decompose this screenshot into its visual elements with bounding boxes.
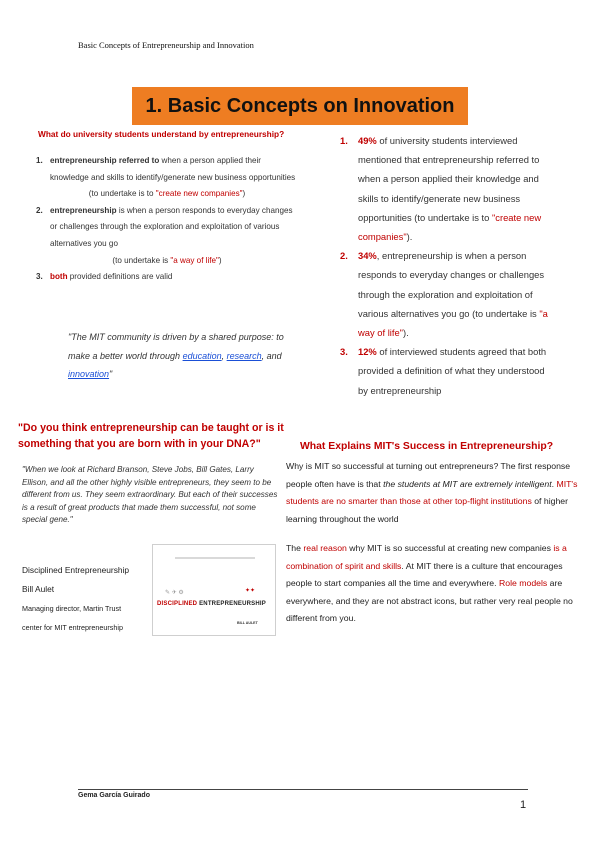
book-credit — [22, 561, 129, 637]
para-highlight: is a combination of spirit and skills — [286, 543, 567, 571]
para-italic: the students at MIT are extremely intelligent — [383, 478, 552, 489]
research-link[interactable]: research — [226, 350, 262, 361]
item-number: 2. — [36, 205, 43, 215]
cover-subtitle-bar — [175, 557, 255, 559]
item-text: provided definitions are valid — [67, 272, 173, 282]
item-text: of interviewed students agreed that both provided a definition of what they understood by entrepreneurship — [358, 346, 547, 396]
list-item — [340, 342, 552, 400]
footer-divider — [78, 789, 528, 790]
item-number: 3. — [340, 346, 348, 358]
book-author: Bill Aulet — [22, 584, 55, 594]
item-percent: 49% — [358, 135, 377, 146]
subnote-text: (to undertake is — [112, 255, 171, 265]
footer-author: Gema García Guirado — [78, 792, 150, 799]
innovation-link[interactable]: innovation — [68, 369, 110, 379]
list-item — [340, 131, 552, 246]
item-number: 2. — [340, 250, 348, 262]
item-number: 1. — [36, 156, 43, 165]
list-subnote — [36, 253, 298, 270]
item-text: is when a person responds to everyday changes or challenges through the exploration and exploitation of various alternatives you go — [50, 205, 293, 248]
item-end: ). — [403, 327, 409, 339]
page-title-box — [132, 87, 468, 125]
para-text: . At MIT there is a culture that encourages people to start companies all the time and everywhere. — [286, 560, 563, 589]
book-name: Disciplined Entrepreneurship — [22, 565, 130, 575]
item-end: ). — [406, 231, 413, 243]
cover-author: BILL AULET — [237, 621, 258, 625]
mit-paragraph-1 — [286, 458, 578, 528]
subnote-highlight: "a way of life" — [170, 255, 219, 265]
education-link[interactable]: education — [182, 350, 222, 361]
list-subnote — [36, 186, 298, 203]
page-title: 1. Basic Concepts on Innovation — [145, 94, 455, 117]
page-number: 1 — [520, 799, 527, 811]
para-highlight: real reason — [303, 543, 347, 553]
item-percent: 34% — [358, 250, 377, 262]
item-number: 1. — [340, 135, 348, 146]
para-highlight: MIT's students are no smarter than those at other top-flight institutions — [286, 478, 578, 507]
survey-results-list — [340, 131, 552, 400]
quote-text: , and — [261, 350, 282, 361]
para-text: are everywhere, and they are not abstract icons, but rather very real people no different from you. — [286, 578, 573, 624]
running-header: Basic Concepts of Entrepreneurship and Innovation — [78, 40, 254, 50]
para-text: why MIT is so successful at creating new companies — [346, 543, 554, 553]
item-text: when a person applied their knowledge and skills to identify/generate new business opportunities — [50, 156, 296, 182]
subnote-text: (to undertake is to — [88, 189, 156, 199]
item-number: 3. — [36, 272, 43, 282]
book-cover-image — [152, 544, 276, 636]
author-role: center for MIT entrepreneurship — [22, 623, 123, 632]
list-item — [340, 246, 552, 342]
mit-paragraph-2 — [286, 540, 578, 628]
subnote-text: ) — [218, 255, 222, 265]
item-bold: entrepreneurship referred to — [50, 156, 160, 165]
quote-text: , — [221, 350, 227, 361]
para-text: . — [551, 478, 557, 489]
quote-text: " — [109, 369, 113, 379]
subnote-text: ) — [242, 189, 246, 199]
para-highlight: Role models — [498, 578, 548, 589]
left-definitions-list — [36, 153, 298, 286]
dna-question: "Do you think entrepreneurship can be taught or is it something that you are born with in your DNA?" — [18, 422, 284, 450]
mit-success-heading: What Explains MIT's Success in Entrepreneurship? — [300, 441, 554, 452]
cover-graphic-icon: ✦✦ — [245, 588, 256, 594]
cover-title — [157, 601, 266, 607]
list-item — [36, 269, 298, 286]
list-item — [36, 203, 298, 253]
subnote-highlight: "create new companies" — [155, 189, 243, 199]
cover-title-rest: ENTREPRENEURSHIP — [197, 601, 266, 607]
item-text: , entrepreneurship is when a person responds to everyday changes or challenges through the exploration and exploitation of various alternatives you go (to undertake is — [358, 250, 545, 319]
list-item — [36, 153, 298, 186]
item-bold: entrepreneurship — [50, 205, 117, 215]
item-percent: 12% — [358, 346, 377, 358]
author-role: Managing director, Martin Trust — [22, 604, 122, 613]
para-text: The — [286, 543, 304, 553]
mit-community-quote — [68, 328, 298, 384]
quote-text: "The MIT community is driven by a shared purpose: to make a better world through — [68, 332, 284, 361]
para-text: Why is MIT so successful at turning out entrepreneurs? The first response people often have is that — [286, 461, 571, 489]
item-bold: both — [50, 272, 68, 282]
item-text: of university students interviewed mentioned that entrepreneurship referred to when a person applied their knowledge and skills to identify/generate new business opportunities (to undertake is to — [358, 135, 540, 223]
cover-title-red: DISCIPLINED — [157, 601, 198, 607]
item-highlight: "create new companies" — [358, 211, 542, 243]
para-text: of higher learning throughout the world — [286, 496, 569, 524]
cover-graphic-icon: ✎ ✈ ⚙ — [165, 590, 184, 596]
item-highlight: "a way of life" — [358, 307, 548, 339]
aulet-quote: "When we look at Richard Branson, Steve Jobs, Bill Gates, Larry Ellison, and all the other highly visible entrepreneurs, they seem to be different from us. They seem extraordinary. But each of their successes is a result of great products that made them successful, not some special gene." — [22, 465, 278, 525]
left-question: What do university students understand by entrepreneurship? — [38, 129, 285, 139]
